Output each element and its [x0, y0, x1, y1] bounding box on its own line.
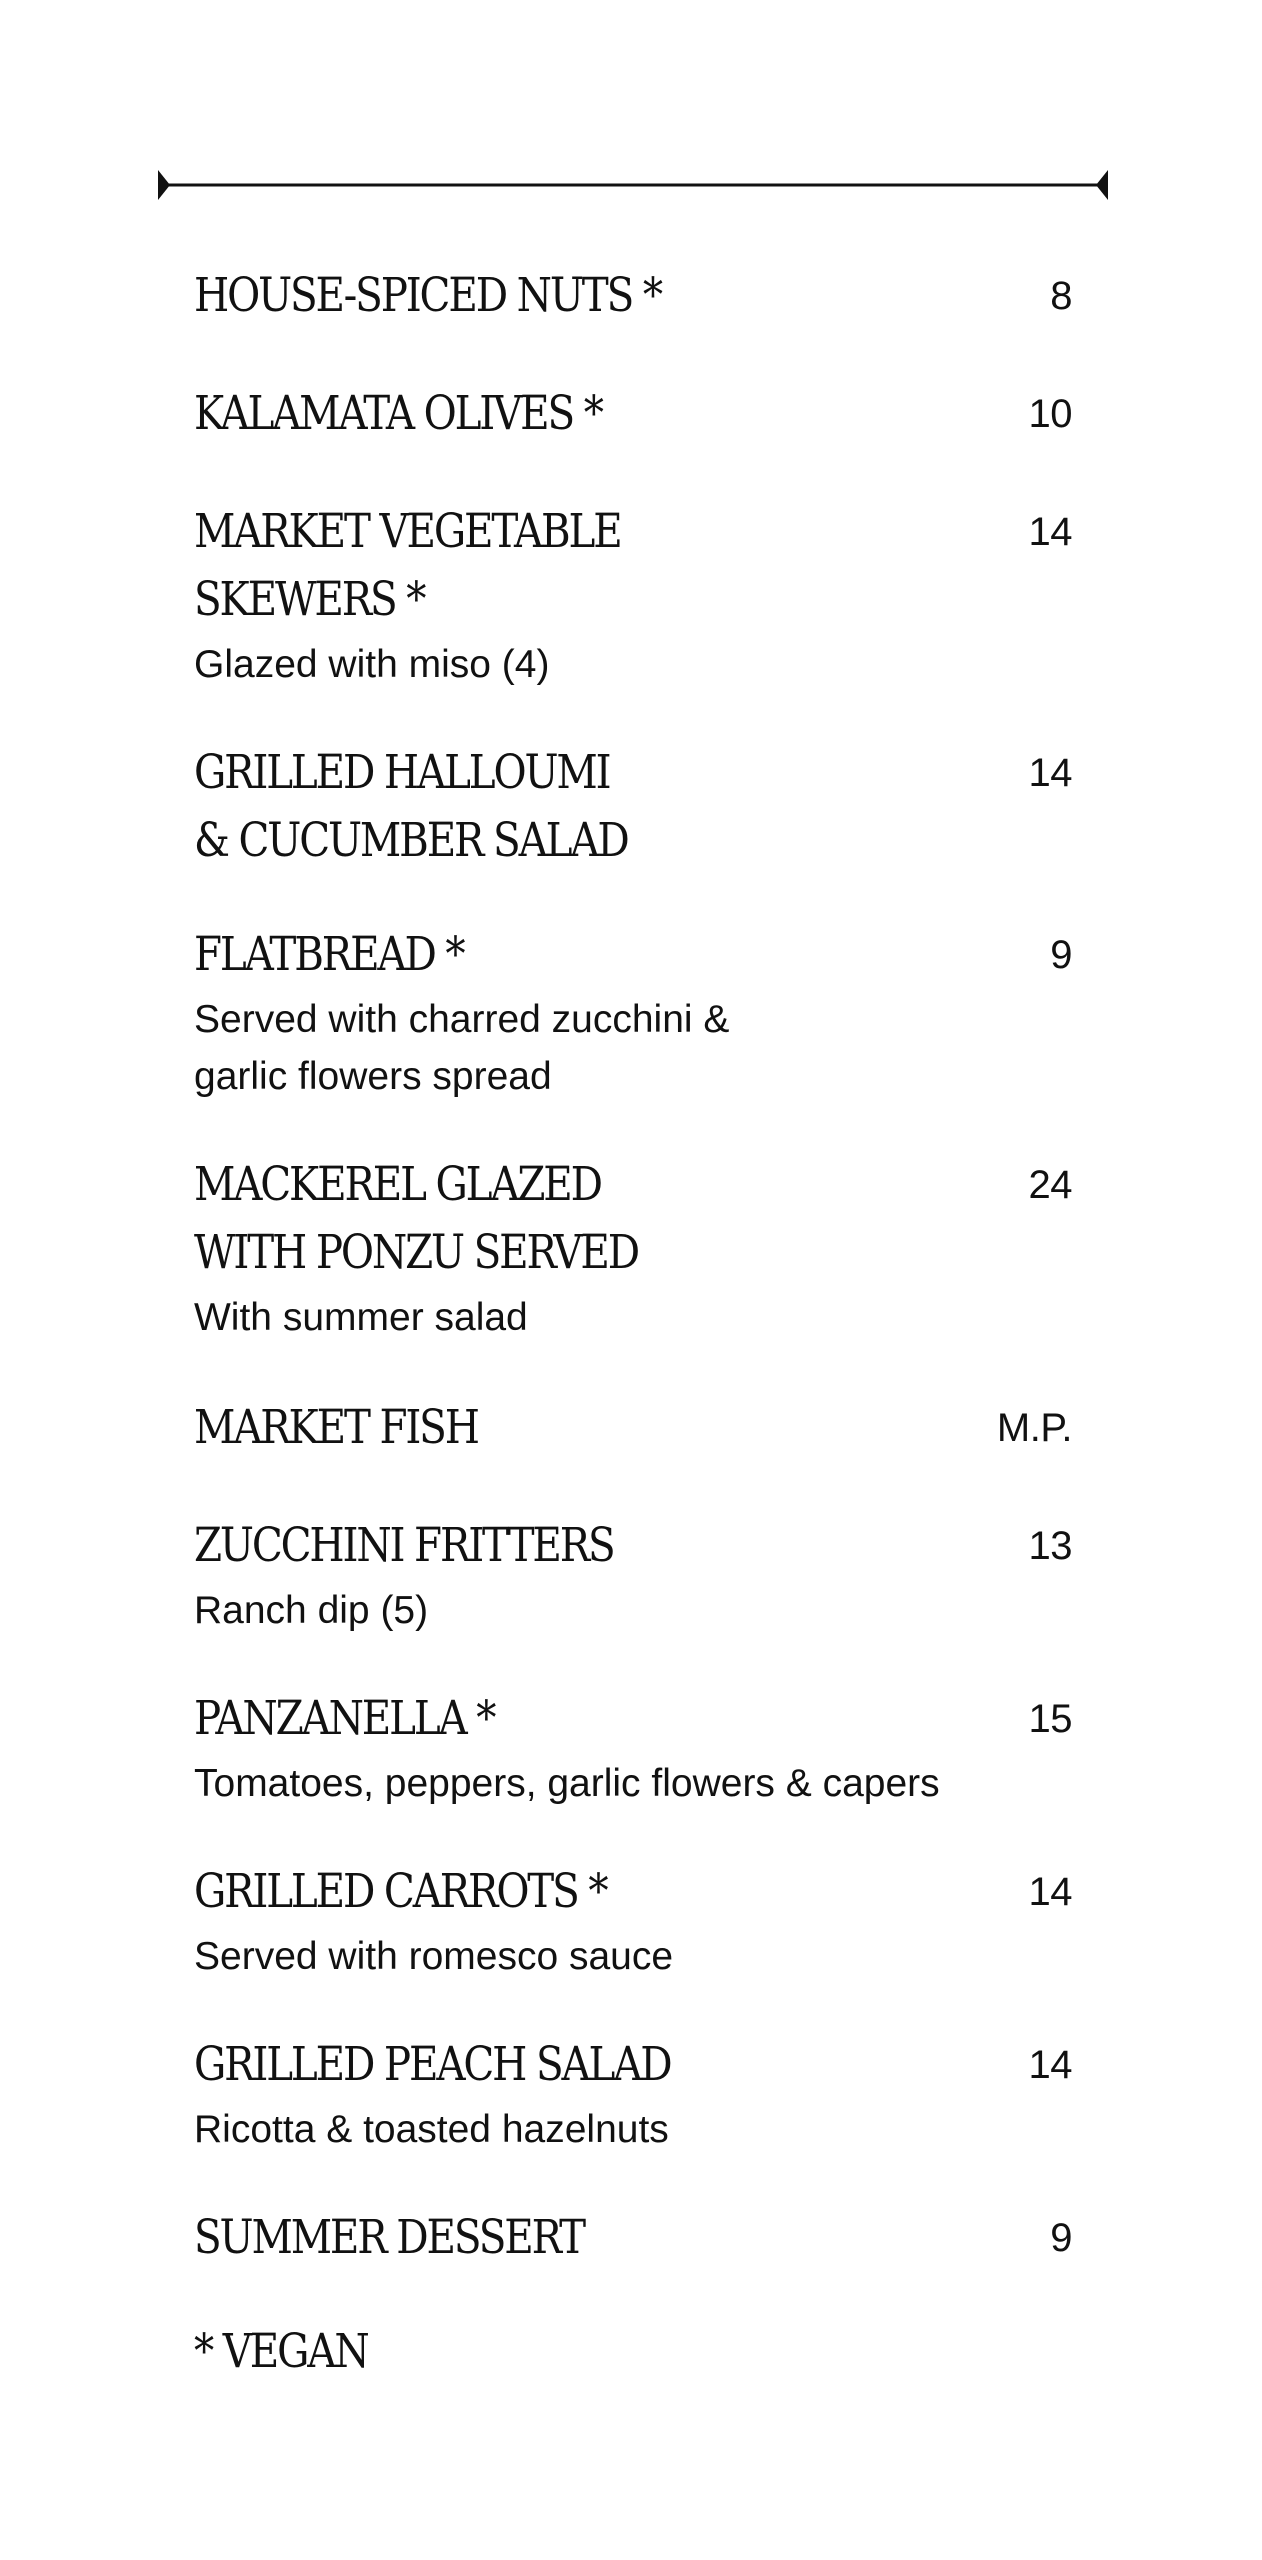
menu-item: [194, 1394, 1072, 1462]
item-description: Served with romesco sauce: [194, 1935, 674, 1978]
item-name: FLATBREAD *: [194, 927, 464, 982]
item-name: MARKET FISH: [194, 1400, 478, 1455]
item-name: MACKEREL GLAZED WITH PONZU SERVED: [194, 1157, 639, 1280]
item-description: With summer salad: [194, 1296, 528, 1339]
item-price: 8: [1050, 274, 1072, 318]
item-description: Glazed with miso (4): [194, 643, 550, 686]
menu-item: [194, 498, 1072, 693]
item-description: Served with charred zucchini & garlic flowers spread: [194, 998, 730, 1098]
menu-item: [194, 2204, 1072, 2272]
item-description: Tomatoes, peppers, garlic flowers & capers: [194, 1762, 940, 1805]
item-description: Ricotta & toasted hazelnuts: [194, 2108, 669, 2151]
menu-item: [194, 1512, 1072, 1639]
menu-item: [194, 1685, 1072, 1812]
item-price: 15: [1028, 1697, 1072, 1741]
item-price: 14: [1028, 2043, 1072, 2087]
item-name: ZUCCHINI FRITTERS: [194, 1518, 614, 1573]
item-name: HOUSE-SPICED NUTS *: [194, 268, 661, 323]
menu-item: [194, 921, 1072, 1105]
menu-item: [194, 262, 1072, 330]
item-name: KALAMATA OLIVES *: [194, 386, 602, 441]
item-name: SUMMER DESSERT: [194, 2210, 584, 2265]
item-price: 14: [1028, 1870, 1072, 1914]
item-name: PANZANELLA *: [194, 1691, 495, 1746]
item-price: 14: [1028, 510, 1072, 554]
item-description: Ranch dip (5): [194, 1589, 429, 1632]
menu-item: [194, 2031, 1072, 2158]
item-name: GRILLED PEACH SALAD: [194, 2037, 671, 2092]
item-price: 14: [1028, 751, 1072, 795]
item-price: 9: [1050, 2216, 1072, 2260]
menu-item: [194, 739, 1072, 875]
top-divider-ornament: [156, 168, 1110, 202]
vegan-footnote: * VEGAN: [194, 2324, 368, 2379]
menu-item: [194, 1858, 1072, 1985]
item-name: GRILLED HALLOUMI & CUCUMBER SALAD: [194, 745, 628, 868]
item-price: 13: [1028, 1524, 1072, 1568]
menu-item: [194, 1151, 1072, 1346]
item-name: MARKET VEGETABLE SKEWERS *: [194, 504, 621, 627]
item-price: 9: [1050, 933, 1072, 977]
item-price: M.P.: [996, 1406, 1072, 1450]
item-name: GRILLED CARROTS *: [194, 1864, 607, 1919]
menu-item: [194, 380, 1072, 448]
item-price: 24: [1028, 1163, 1072, 1207]
item-price: 10: [1028, 392, 1072, 436]
menu-list: [194, 262, 1072, 2386]
